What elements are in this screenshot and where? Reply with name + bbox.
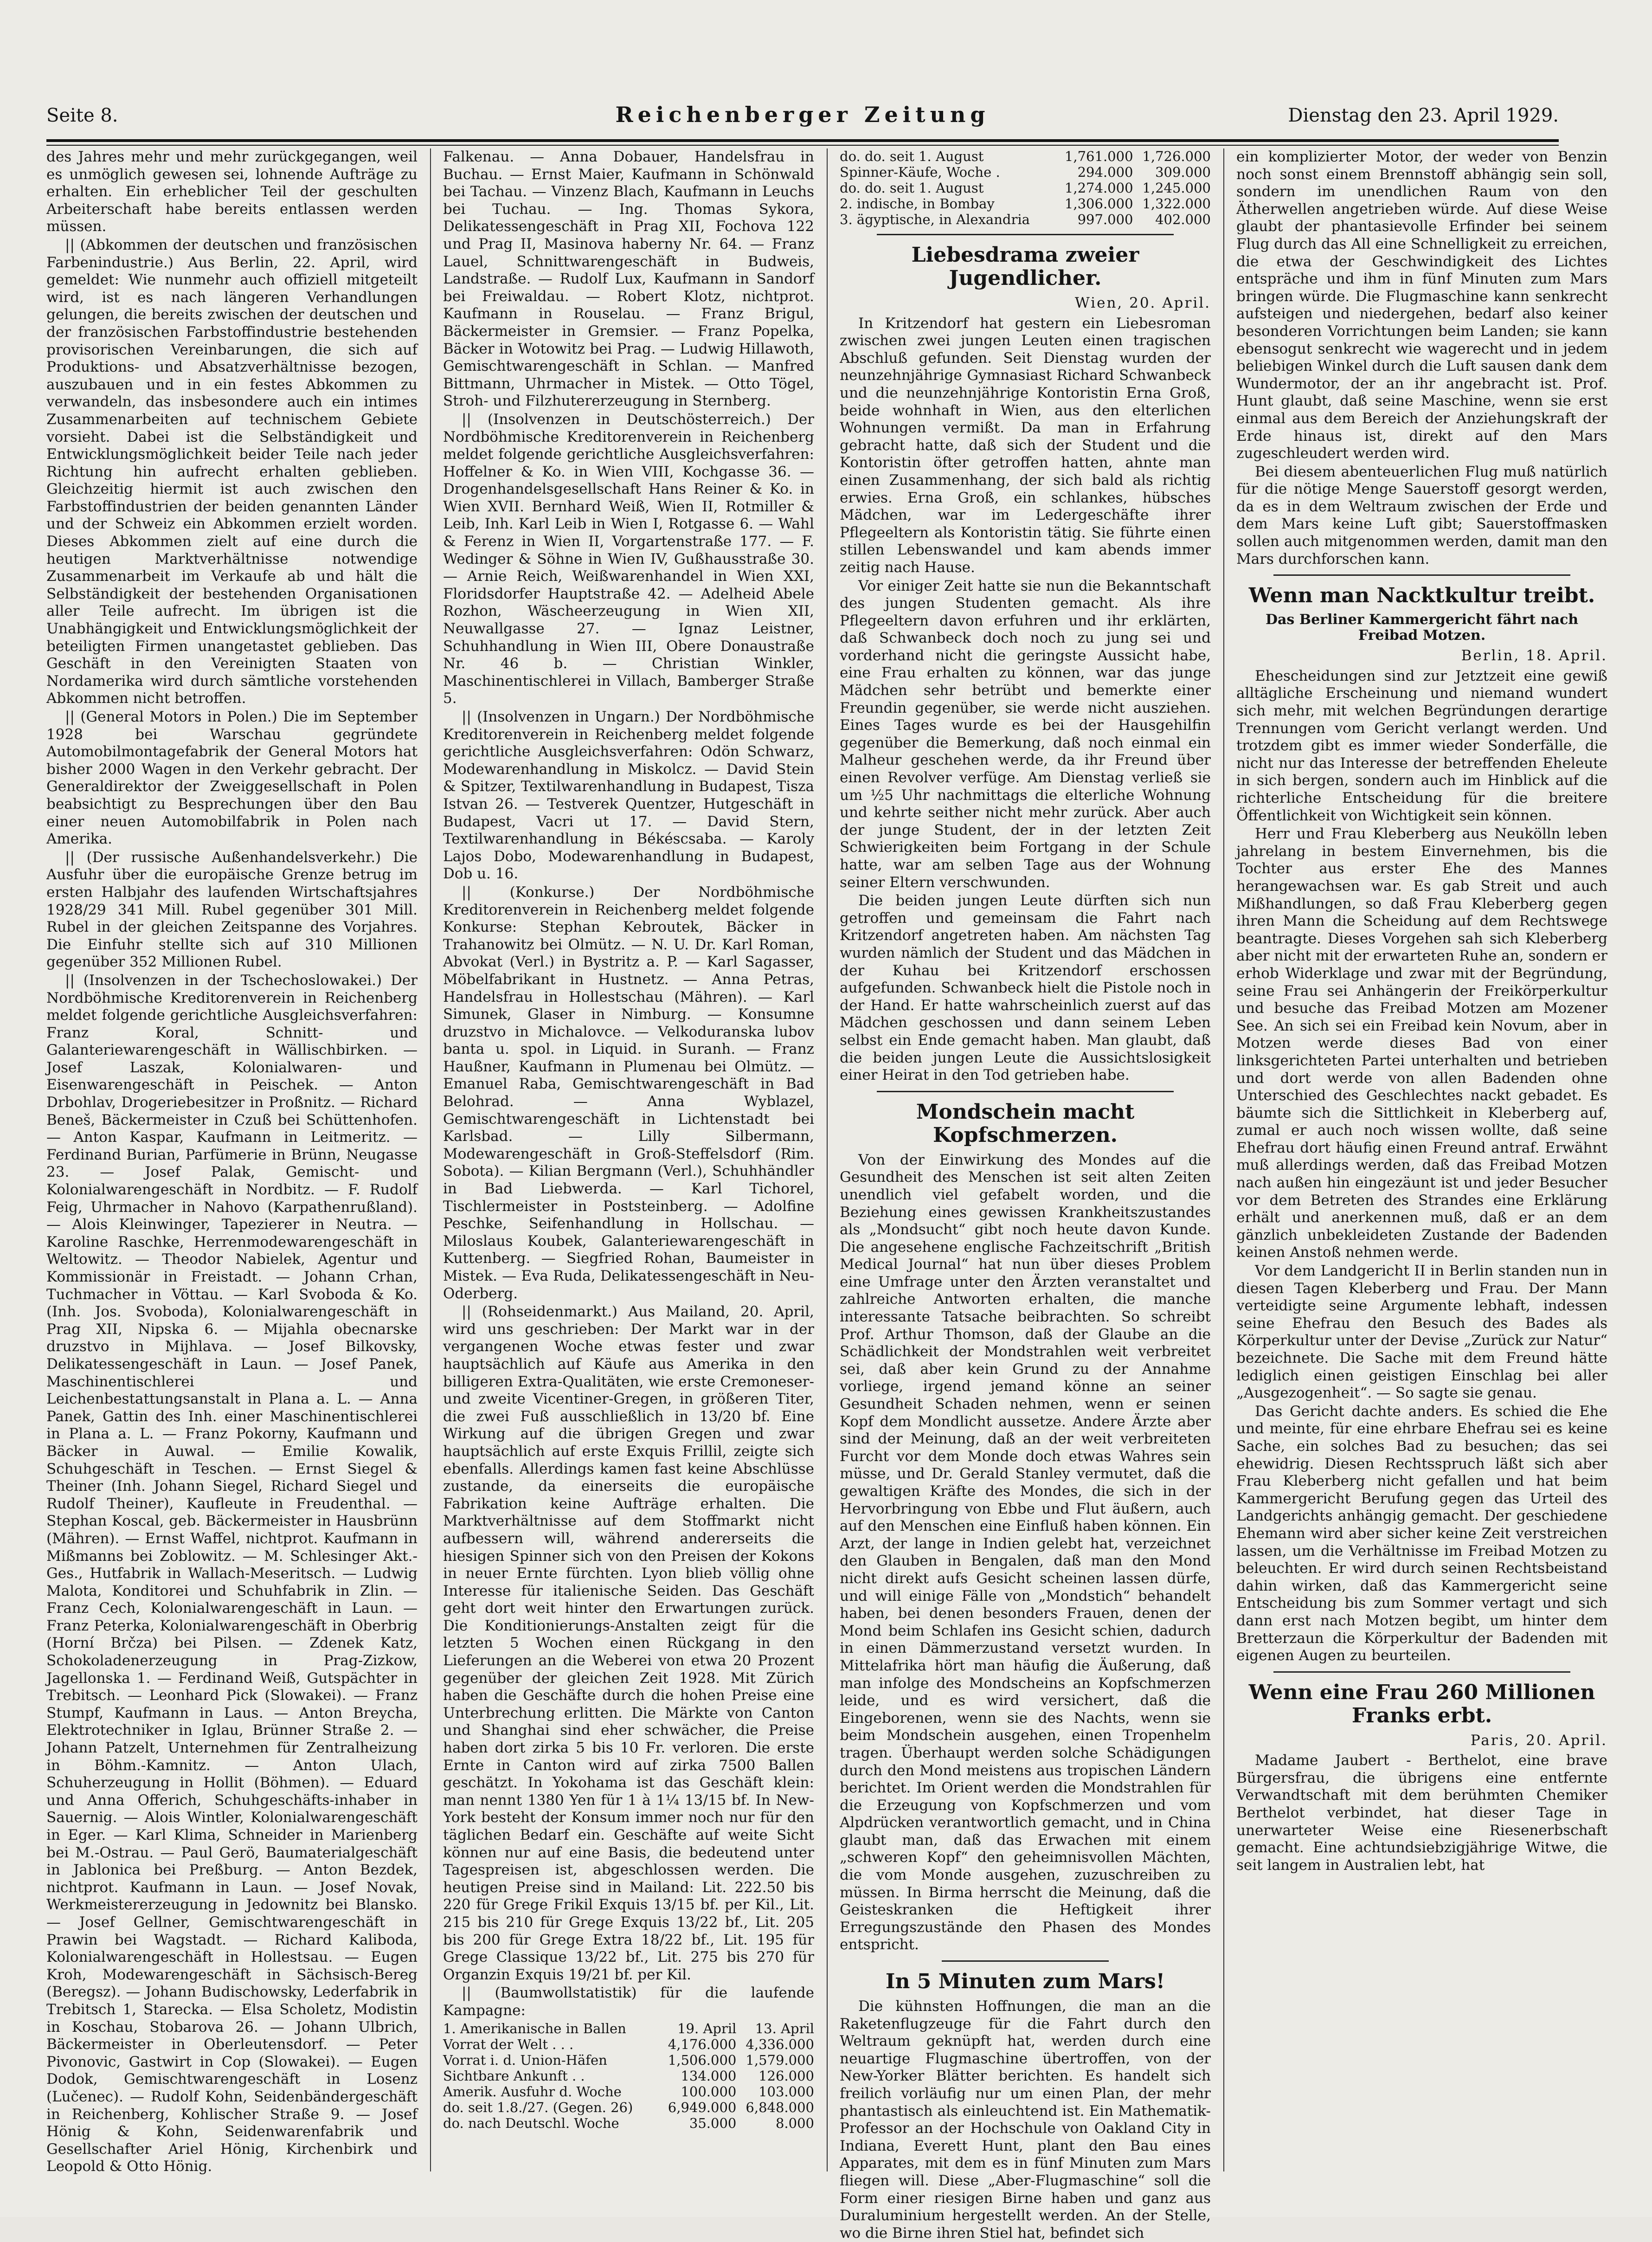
article-paragraph: Ehescheidungen sind zur Jetztzeit eine gewiß alltägliche Erscheinung und niemand wundert sich mehr, mit welchen Begründungen derartige Trennungen vom Gericht verlangt werden. Und trotzdem gibt es immer wieder Sonderfälle, die nicht nur das Interesse der betreffenden Eheleute in sich bergen, sondern auch im Hinblick auf die richterliche Entscheidung für die breitere Öffentlichkeit von Wichtigkeit sein können. <box>1236 667 1607 824</box>
table-cell: Vorrat i. d. Union-Häfen <box>443 2052 607 2068</box>
article-paragraph: || (Insolvenzen in Deutschösterreich.) Der Nordböhmische Kreditorenverein in Reichenberg meldet folgende gerichtliche Ausgleichsverfahren: Hoffelner & Ko. in Wien VIII, Kochgasse 36. — Drogenhandelsgesellschaft Hans Reiner & Ko. in Wien XVII. Bernhard Weiß, Wien II, Rotmiller & Leib, Inh. Karl Leib in Wien I, Rotgasse 6. — Wahl & Ferenz in Wien II, Vorgartenstraße 177. — F. Wedinger & Söhne in Wien IV, Gußhausstraße 30. — Arnie Reich, Weißwarenhandel in Wien XXI, Floridsdorfer Hauptstraße 42. — Adelheid Abele Rozhon, Wäscheerzeugung in Wien XII, Neuwallgasse 27. — Ignaz Leistner, Schuhhandlung in Wien III, Obere Donaustraße Nr. 46 b. — Christian Winkler, Maschinentischlerei in Villach, Bamberger Straße 5. <box>443 411 814 707</box>
table-cell: 1,579.000 <box>746 2052 814 2068</box>
table-cell: 134.000 <box>681 2068 737 2084</box>
table-cell: Vorrat der Welt . . . <box>443 2036 574 2052</box>
article-separator <box>1273 574 1570 576</box>
table-row <box>840 148 1211 164</box>
table-cell: 6,949.000 <box>668 2099 737 2115</box>
table-cell: 4,336.000 <box>746 2036 814 2052</box>
dateline: Wien, 20. April. <box>1074 295 1211 311</box>
table-header-cell: 13. April <box>755 2020 814 2036</box>
table-row <box>840 180 1211 196</box>
table-header-cell: 1. Amerikanische in Ballen <box>443 2020 626 2036</box>
headline: Mondschein macht Kopfschmerzen. <box>916 1100 1135 1147</box>
table-cell: 1,306.000 <box>1064 196 1133 212</box>
table-header-row <box>443 2021 814 2036</box>
article-paragraph: Die beiden jungen Leute dürften sich nun getroffen und gemeinsam die Fahrt nach Kritzendorf angetreten haben. Am nächsten Tag wurden nämlich der Student und das Mädchen in der Kuhau bei Kritzendorf erschossen aufgefunden. Schwanbeck hielt die Pistole noch in der Hand. Er hatte wahrscheinlich zuerst auf das Mädchen geschossen und dann seinem Leben selbst ein Ende gemacht haben. Man glaubt, daß die beiden jungen Leute die Aussichtslosigkeit einer Heirat in den Tod getrieben habe. <box>840 892 1211 1084</box>
page-number: Seite 8. <box>46 105 118 126</box>
table-cell: 6,848.000 <box>746 2099 814 2115</box>
dateline: Berlin, 18. April. <box>1461 647 1607 664</box>
table-row <box>443 2100 814 2115</box>
article-paragraph: Falkenau. — Anna Dobauer, Handelsfrau in Buchau. — Ernst Maier, Kaufmann in Schönwald bei Tachau. — Vinzenz Blach, Kaufmann in Leuchs bei Tuchau. — Ing. Thomas Sykora, Delikatessengeschäft in Prag XII, Fochova 122 und Prag II, Masinova haberny Nr. 64. — Franz Lauel, Schnittwarengeschäft in Budweis, Landstraße. — Rudolf Lux, Kaufmann in Sandorf bei Freiwaldau. — Robert Klotz, nichtprot. Kaufmann in Rouselau. — Franz Brigul, Bäckermeister in Gremsier. — Franz Popelka, Bäcker in Wotowitz bei Prag. — Ludwig Hillawoth, Gemischtwarengeschäft in Schlan. — Manfred Bittmann, Uhrmacher in Mistek. — Otto Tögel, Stroh- und Filzhutererzeugung in Sternberg. <box>443 148 814 410</box>
headline: Liebesdrama zweier Jugendlicher. <box>911 243 1139 290</box>
table-cell: 1,322.000 <box>1142 196 1211 212</box>
column-4 <box>1236 148 1607 2176</box>
cotton-statistics-table-continued <box>840 148 1211 227</box>
article-paragraph: In Kritzendorf hat gestern ein Liebesroman zwischen zwei jungen Leuten einen tragischen Abschluß gefunden. Seit Dienstag wurden der neunzehnjährige Gymnasiast Richard Schwanbeck und die neunzehnjährige Kontoristin Erna Groß, beide wohnhaft in Wien, aus den elterlichen Wohnungen vermißt. Da man in Erfahrung gebracht hatte, daß sich der Student und die Kontoristin öfter getroffen hatten, ahnte man einen Zusammenhang, der sich bald als richtig erwies. Erna Groß, ein schlankes, hübsches Mädchen, war im Ledergeschäfte ihrer Pflegeeltern als Kontoristin tätig. Sie führte einen stillen Lebenswandel und kam abends immer zeitig nach Hause. <box>840 315 1211 576</box>
article-paragraph: Herr und Frau Kleberberg aus Neukölln leben jahrelang in bestem Einvernehmen, bis die Tochter aus erster Ehe des Mannes herangewachsen war. Es gab Streit und auch Mißhandlungen, so daß Frau Kleberberg gegen ihren Mann die Scheidung auf dem Rechtswege beantragte. Dieses Vorgehen sah sich Kleberberg aber nicht mit der erwarteten Ruhe an, sondern er erhob Widerklage und zwar mit der Begründung, seine Frau sei Anhängerin der Freikörperkultur und besuche das Freibad Motzen am Mozener See. An sich sei ein Freibad kein Novum, aber in Motzen werde dieses Bad von einer linksgerichteten Partei unterhalten und betrieben und dort werde von allen Badenden ohne Unterschied des Geschlechtes nackt gebadet. Es bäumte sich die Sittlichkeit in Kleberberg auf, zumal er auch noch wissen wollte, daß seine Ehefrau dort häufig einen Freund antraf. Erwähnt muß allerdings werden, daß das Freibad Motzen nach außen hin eingezäunt ist und jeder Besucher vor dem Betreten des Strandes eine Erklärung erhält und anerkennen muß, daß er an dem gänzlich unbekleideten Zustande der Badenden keinen Anstoß nehmen werde. <box>1236 825 1607 1261</box>
table-cell: do. do. seit 1. August <box>840 180 984 196</box>
table-cell: 8.000 <box>775 2115 814 2131</box>
table-row <box>443 2084 814 2100</box>
table-cell: 294.000 <box>1077 164 1133 180</box>
table-cell: do. seit 1.8./27. (Gegen. 26) <box>443 2099 633 2115</box>
column-2 <box>443 148 814 2176</box>
article-separator <box>877 234 1174 235</box>
column-3 <box>840 148 1211 2242</box>
article-separator <box>877 1091 1174 1092</box>
table-row <box>443 2036 814 2052</box>
table-cell: 2. indische, in Bombay <box>840 196 995 212</box>
headline: In 5 Minuten zum Mars! <box>885 1970 1165 1994</box>
table-cell: 1,506.000 <box>668 2052 737 2068</box>
article-separator <box>1273 1671 1570 1673</box>
table-row <box>840 212 1211 227</box>
article-paragraph: || (Baumwollstatistik) für die laufende Kampagne: <box>443 1984 814 2019</box>
article-paragraph: Das Gericht dachte anders. Es schied die Ehe und meinte, für eine ehrbare Ehefrau sei es keine Sache, ein solches Bad zu besuchen; das sei ehewidrig. Diesen Rechtsspruch läßt sich aber Frau Kleberberg nicht gefallen und hat beim Kammergericht Berufung gegen das Urteil des Landgerichts anhängig gemacht. Der geschiedene Ehemann wird aber sicher keine Zeit verstreichen lassen, um die Verhältnisse im Freibad Motzen zu beleuchten. Er wird durch seinen Rechtsbeistand dahin wirken, daß das Kammergericht seine Entscheidung bis zum Sommer vertagt und sich dann erst nach Motzen begibt, um hinter dem Bretterzaun die Körperkultur der Badenden mit eigenen Augen zu beurteilen. <box>1236 1403 1607 1664</box>
table-cell: 126.000 <box>759 2068 814 2084</box>
table-cell: 997.000 <box>1077 212 1133 227</box>
table-cell: 309.000 <box>1155 164 1211 180</box>
table-cell: 4,176.000 <box>668 2036 737 2052</box>
article-paragraph: Von der Einwirkung des Mondes auf die Gesundheit des Menschen ist seit alten Zeiten unendlich viel gefabelt worden, und die Beziehung eines gewissen Krankheitszustandes als „Mondsucht“ gibt noch heute davon Kunde. Die angesehene englische Fachzeitschrift „British Medical Journal“ hat nun über dieses Problem eine Umfrage unter den Ärzten veranstaltet und zahlreiche Antworten erhalten, die manche interessante Tatsache beibrachten. So schreibt Prof. Arthur Thomson, daß der Glaube an die Schädlichkeit der Mondstrahlen weit verbreitet sei, daß aber kein Grund zu der Annahme vorliege, irgend jemand könne an seiner Gesundheit Schaden nehmen, wenn er seinen Kopf dem Mondlicht aussetze. Andere Ärzte aber sind der Meinung, daß an der weit verbreiteten Furcht vor dem Monde doch etwas Wahres sein müsse, und Dr. Gerald Stanley vermutet, daß die gewaltigen Kräfte des Mondes, die sich in der Hervorbringung von Ebbe und Flut äußern, auch auf den Menschen eine Einfluß haben können. Ein Arzt, der lange in Indien gelebt hat, verzeichnet den Glauben in Bengalen, daß man den Mond nicht direkt aufs Gesicht scheinen lassen dürfe, und will einige Fälle von „Mondstich“ behandelt haben, bei denen besonders Frauen, denen der Mond beim Schlafen ins Gesicht schien, dadurch in einen Dämmerzustand versetzt wurden. In Mittelafrika hört man häufig die Äußerung, daß man infolge des Mondscheins an Kopfschmerzen leide, und es wird versichert, daß die Eingeborenen, wenn sie des Nachts, wenn sie beim Mondschein ausgehen, einen Tropenhelm tragen. Überhaupt werden solche Schädigungen durch den Mond meistens aus tropischen Ländern berichtet. Im Orient werden die Mondstrahlen für die Erzeugung von Kopfschmerzen und vom Alpdrücken verantwortlich gemacht, und in China glaubt man, daß das Erwachen mit einem „schweren Kopf“ den geheimnisvollen Mächten, die vom Monde ausgehen, zuzuschreiben zu müssen. In Birma herrscht die Meinung, daß die Geisteskranken die Heftigkeit ihrer Erregungszustände den Phasen des Mondes entspricht. <box>840 1151 1211 1953</box>
article-paragraph: Die kühnsten Hoffnungen, die man an die Raketenflugzeuge für die Fahrt durch den Weltraum geknüpft hat, werden durch eine neuartige Flugmaschine übertroffen, von der New-Yorker Blätter berichten. Es handelt sich freilich vorläufig nur um einen Plan, der mehr phantastisch als einleuchtend ist. Ein Mathematik-Professor an der Hochschule von Oakland City in Indiana, Everett Hunt, plant den Bau eines Apparates, mit dem es in fünf Minuten zum Mars fliegen will. Diese „Aber-Flugmaschine“ soll die Form einer riesigen Birne haben und ganz aus Duraluminium hergestellt werden. An der Stelle, wo die Birne ihren Stiel hat, befindet sich <box>840 1998 1211 2242</box>
article-separator <box>942 1960 1109 1962</box>
masthead: Reichenberger Zeitung <box>615 102 990 127</box>
table-cell: Sichtbare Ankunft . . <box>443 2068 585 2084</box>
table-cell: 3. ägyptische, in Alexandria <box>840 212 1030 227</box>
article-paragraph: || (Insolvenzen in Ungarn.) Der Nordböhmische Kreditorenverein in Reichenberg meldet folgende gerichtliche Ausgleichsverfahren: Odön Schwarz, Modewarenhandlung in Miskolcz. — David Stein & Spitzer, Textilwarenhandlung in Budapest, Tisza Istvan 26. — Testverek Quentzer, Hutgeschäft in Budapest, Vacri ut 17. — David Stern, Textilwarenhandlung in Békéscsaba. — Karoly Lajos Dobo, Modewarenhandlung in Budapest, Dob u. 16. <box>443 709 814 883</box>
article-paragraph: Bei diesem abenteuerlichen Flug muß natürlich für die nötige Menge Sauerstoff gesorgt werden, da es in dem Weltraum zwischen der Erde und dem Mars keine Luft gibt; Sauerstoffmasken sollen auch mitgenommen werden, damit man den Mars durchforschen kann. <box>1236 463 1607 567</box>
issue-date: Dienstag den 23. April 1929. <box>1288 105 1559 126</box>
table-header-cell: 19. April <box>677 2020 737 2036</box>
article-paragraph: || (Rohseidenmarkt.) Aus Mailand, 20. April, wird uns geschrieben: Der Markt war in der vergangenen Woche etwas fester und zwar hauptsächlich auf Käufe aus Amerika in den billigeren Extra-Qualitäten, wie erste Cremoneser- und zweite Vicentiner-Gregen, in größeren Titer, die zwei Fuß ausschließlich in 13/20 bf. Eine Wirkung auf die übrigen Gregen und zwar hauptsächlich auf erste Exquis Frillil, zeigte sich ebenfalls. Allerdings kamen fast keine Abschlüsse zustande, da einerseits die europäische Fabrikation keine Aufträge erhalten. Die Marktverhältnisse auf dem Stoffmarkt nicht aufbessern will, während andererseits die hiesigen Spinner sich von den Preisen der Kokons in neuer Ernte fürchten. Lyon blieb völlig ohne Interesse für italienische Seiden. Das Geschäft geht dort weit hinter den Erwartungen zurück. Die Konditionierungs-Anstalten zeigt für die letzten 5 Wochen einen Rückgang in den Lieferungen an die Weberei von etwa 20 Prozent gegenüber der gleichen Zeit 1928. Mit Zürich haben die Geschäfte durch die hohen Preise eine Unterbrechung erlitten. Die Märkte von Canton und Shanghai sind eher schwächer, die Preise haben dort zirka 5 bis 10 Fr. verloren. Die erste Ernte in Canton wird auf zirka 7500 Ballen geschätzt. In Yokohama ist das Geschäft klein: man nennt 1380 Yen für 1 à 1¼ 13/15 bf. In New-York besteht der Konsum immer noch nur für den täglichen Bedarf ein. Geschäfte auf weite Sicht können nur auf eine Basis, die bedeutend unter Tagespreisen ist, abgeschlossen werden. Die heutigen Preise sind in Mailand: Lit. 222.50 bis 220 für Grege Frikil Exquis 13/15 bf. per Kil., Lit. 215 bis 210 für Grege Exquis 13/22 bf., Lit. 205 bis 200 für Grege Extra 18/22 bf., Lit. 195 für Grege Classique 13/22 bf., Lit. 275 bis 270 für Organzin Exquis 19/21 bf. per Kil. <box>443 1303 814 1983</box>
header-rule <box>46 139 1559 146</box>
column-divider <box>827 148 828 2171</box>
article-paragraph: Madame Jaubert - Berthelot, eine brave Bürgersfrau, die übrigens eine entfernte Verwandtschaft mit dem berühmten Chemiker Berthelot verbindet, hat dieser Tage in unerwarteter Weise eine Riesenerbschaft gemacht. Eine achtundsiebzigjährige Witwe, die seit langem in Australien lebt, hat <box>1236 1752 1607 1874</box>
article-paragraph: des Jahres mehr und mehr zurückgegangen, weil es unmöglich gewesen sei, lohnende Aufträge zu erhalten. Ein erheblicher Teil der geschulten Arbeiterschaft habe bereits entlassen werden müssen. <box>46 148 418 235</box>
table-row <box>840 196 1211 212</box>
table-cell: 402.000 <box>1155 212 1211 227</box>
table-row <box>443 2115 814 2131</box>
article-paragraph: || (Der russische Außenhandelsverkehr.) Die Ausfuhr über die europäische Grenze betrug im ersten Halbjahr des laufenden Wirtschaftsjahres 1928/29 341 Mill. Rubel gegenüber 301 Mill. Rubel in der gleichen Zeitspanne des Vorjahres. Die Einfuhr stellte sich auf 310 Millionen gegenüber 352 Millionen Rubel. <box>46 849 418 971</box>
table-cell: do. nach Deutschl. Woche <box>443 2115 619 2131</box>
table-cell: Amerik. Ausfuhr d. Woche <box>443 2083 622 2100</box>
table-row <box>840 164 1211 180</box>
table-cell: Spinner-Käufe, Woche . <box>840 164 1000 180</box>
table-cell: 100.000 <box>681 2083 737 2100</box>
table-cell: 1,245.000 <box>1142 180 1211 196</box>
table-cell: 1,274.000 <box>1064 180 1133 196</box>
article-paragraph: || (General Motors in Polen.) Die im September 1928 bei Warschau gegründete Automobilmontagefabrik der General Motors hat bisher 2000 Wagen in den Verkehr gebracht. Der Generaldirektor der Zweiggesellschaft in Polen beabsichtigt zu Besprechungen über den Bau einer neuen Automobilfabrik in Polen nach Amerika. <box>46 709 418 848</box>
headline: Wenn man Nacktkultur treibt. <box>1248 584 1595 608</box>
table-row <box>443 2068 814 2084</box>
article-paragraph: || (Konkurse.) Der Nordböhmische Kreditorenverein in Reichenberg meldet folgende Konkurse: Stephan Kebroutek, Bäcker in Trahanowitz bei Olmütz. — N. U. Dr. Karl Roman, Abvokat (Verl.) in Bystritz a. P. — Karl Sagasser, Möbelfabrikant in Hustnetz. — Anna Petras, Handelsfrau in Hollestschau (Mähren). — Karl Simunek, Glaser in Nimburg. — Konsumne druzstvo in Michalovce. — Velkoduranska lubov banta u. spol. in Liquid. in Suranh. — Franz Haußner, Kaufmann in Plumenau bei Olmütz. — Emanuel Raba, Gemischtwarengeschäft in Bad Belohrad. — Anna Wyblazel, Gemischtwarengeschäft in Lichtenstadt bei Karlsbad. — Lilly Silbermann, Modewarengeschäft in Groß-Steffelsdorf (Rim. Sobota). — Kilian Bergmann (Verl.), Schuhhändler in Bad Liebwerda. — Karl Tichorel, Tischlermeister in Poststeinberg. — Adolfine Peschke, Seifenhandlung in Hollschau. — Miloslaus Koubek, Galanteriewarengeschäft in Kuttenberg. — Siegfried Rohan, Baumeister in Mistek. — Eva Ruda, Delikatessengeschäft in Neu-Oderberg. <box>443 883 814 1302</box>
column-divider <box>1223 148 1224 2171</box>
table-cell: 1,761.000 <box>1064 148 1133 164</box>
column-divider <box>430 148 431 2171</box>
table-cell: 35.000 <box>689 2115 737 2131</box>
article-paragraph: Vor dem Landgericht II in Berlin standen nun in diesen Tagen Kleberberg und Frau. Der Mann verteidigte seine Argumente lebhaft, indessen seine Ehefrau den Besuch des Bades als Körperkultur unter der Devise „Zurück zur Natur“ bezeichnete. Die Sache mit dem Freund hätte lediglich einen geistigen Einschlag bei aller „Ausgezogenheit“. — So sagte sie genau. <box>1236 1263 1607 1402</box>
table-cell: 103.000 <box>759 2083 814 2100</box>
dateline: Paris, 20. April. <box>1470 1732 1607 1749</box>
article-paragraph: || (Abkommen der deutschen und französischen Farbenindustrie.) Aus Berlin, 22. April, wird gemeldet: Wie nunmehr auch offiziell mitgeteilt wird, ist es nach längeren Verhandlungen gelungen, die bereits zwischen der deutschen und der französischen Farbstoffindustrie bestehenden provisorischen Vereinbarungen, die sich auf Produktions- und Absatzverhältnisse bezogen, auszubauen und in ein festes Abkommen zu verwandeln, das insbesondere auch ein intimes Zusammenarbeiten auf technischem Gebiete vorsieht. Dabei ist die Selbständigkeit und Entwicklungsmöglichkeit beider Teile nach jeder Richtung hin aufrecht erhalten geblieben. Gleichzeitig hiermit ist auch zwischen den Farbstoffindustrien der beiden genannten Länder und der Schweiz ein Abkommen erzielt worden. Dieses Abkommen zielt auf eine durch die heutigen Marktverhältnisse notwendige Zusammenarbeit im Verkaufe ab und hält die Selbständigkeit der bestehenden Organisationen aller Teile aufrecht. Im übrigen ist die Unabhängigkeit und Entwicklungsmöglichkeit der beteiligten Firmen unangetastet geblieben. Das Geschäft in den Vereinigten Staaten von Nordamerika wird durch sämtliche vorstehenden Abkommen nicht betroffen. <box>46 236 418 707</box>
page-header <box>46 102 1559 139</box>
article-paragraph: ein komplizierter Motor, der weder von Benzin noch sonst einem Brennstoff abhängig sein soll, sondern im unendlichen Raum von den Ätherwellen angetrieben würde. Auf diese Weise glaubt der phantasievolle Erfinder bei seinem Flug durch das All eine Schnelligkeit zu erreichen, die etwa der Geschwindigkeit des Lichtes entspräche und ihm in fünf Minuten zum Mars bringen würde. Die Flugmaschine kann senkrecht aufsteigen und niedergehen, bedarf also keiner besonderen Vorrichtungen beim Landen; sie kann ebensogut senkrecht wie wagerecht und in jedem beliebigen Winkel durch die Luft sausen dank dem Wundermotor, der an ihr angebracht ist. Prof. Hunt glaubt, daß seine Maschine, wenn sie erst einmal aus dem Bereich der Anziehungskraft der Erde hinaus ist, direkt auf den Mars zugeschleudert werden wird. <box>1236 148 1607 462</box>
table-cell: do. do. seit 1. August <box>840 148 984 164</box>
article-paragraph: || (Insolvenzen in der Tschechoslowakei.) Der Nordböhmische Kreditorenverein in Reichenberg meldet folgende gerichtliche Ausgleichsverfahren: Franz Koral, Schnitt- und Galanteriewarengeschäft in Wällischbirken. — Josef Laszak, Kolonialwaren- und Eisenwarengeschäft in Peischek. — Anton Drbohlav, Drogeriebesitzer in Proßnitz. — Richard Beneš, Bäckermeister in Czuß bei Schüttenhofen. — Anton Kaspar, Kaufmann in Leitmeritz. — Ferdinand Burian, Parfümerie in Brünn, Neugasse 23. — Josef Palak, Gemischt- und Kolonialwarengeschäft in Nordbitz. — F. Rudolf Feig, Uhrmacher in Nahovo (Karpathenrußland). — Alois Kleinwinger, Tapezierer in Neutra. — Karoline Raschke, Herrenmodewarengeschäft in Weltowitz. — Theodor Nabielek, Agentur und Kommissionär in Freistadt. — Johann Crhan, Tuchmacher in Vöttau. — Karl Svoboda & Ko. (Inh. Jos. Svoboda), Kolonialwarengeschäft in Prag XII, Nipska 6. — Mijahla obecnarske druzstvo in Mijhlava. — Josef Bilkovsky, Delikatessengeschäft in Laun. — Josef Panek, Maschinentischlerei und Leichenbestattungsanstalt in Plana a. L. — Anna Panek, Gattin des Inh. einer Maschinentischlerei in Plana a. L. — Franz Pokorny, Kaufmann und Bäcker in Auwal. — Emilie Kowalik, Schuhgeschäft in Teschen. — Ernst Siegel & Theiner (Inh. Johann Siegel, Richard Siegel und Rudolf Theiner), Kaufleute in Freudenthal. — Stephan Koscal, geb. Bäckermeister in Hausbrünn (Mähren). — Ernst Waffel, nichtprot. Kaufmann in Mißmanns bei Zoblowitz. — M. Schlesinger Akt.-Ges., Hutfabrik in Wallach-Meseritsch. — Ludwig Malota, Konditorei und Schuhfabrik in Zlin. — Franz Cech, Kolonialwarengeschäft in Laun. — Franz Peterka, Kolonialwarengeschäft in Oberbrig (Horní Brčza) bei Pilsen. — Zdenek Katz, Schokoladenerzeugung in Prag-Zizkow, Jagellonska 1. — Ferdinand Weiß, Gutspächter in Trebitsch. — Leonhard Pick (Slowakei). — Franz Stumpf, Kaufmann in Laus. — Anton Breycha, Elektrotechniker in Iglau, Brünner Straße 2. — Johann Patzelt, Unternehmen für Zentralheizung in Böhm.-Kamnitz. — Anton Ulach, Schuherzeugung in Hollit (Böhmen). — Eduard und Anna Offerich, Schuhgeschäfts-inhaber in Sauernig. — Alois Wintler, Kolonialwarengeschäft in Eger. — Karl Klima, Schneider in Marienberg bei M.-Ostrau. — Paul Gerö, Baumaterialgeschäft in Jablonica bei Preßburg. — Anton Bezdek, nichtprot. Kaufmann in Laun. — Josef Novak, Werkmeistererzeugung in Jedownitz bei Blansko. — Josef Gellner, Gemischtwarengeschäft in Prawin bei Wagstadt. — Richard Kaliboda, Kolonialwarengeschäft in Hollestsau. — Eugen Kroh, Modewarengeschäft in Sächsisch-Bereg (Beregsz). — Johann Budischowsky, Lederfabrik in Trebitsch 1, Starecka. — Elsa Scholetz, Modistin in Koschau, Stobarova 26. — Johann Ulbrich, Bäckermeister in Oberleutensdorf. — Peter Pivonovic, Gastwirt in Cop (Slowakei). — Eugen Dodok, Gemischtwarengeschäft in Losenz (Lučenec). — Rudolf Kohn, Seidenbändergeschäft in Reichenberg, Kohlischer Straße 9. — Josef Hönig & Kohn, Seidenwarenfabrik und Gesellschafter Ariel Hönig, Kirchenbirk und Leopold & Otto Hönig. <box>46 972 418 2175</box>
table-cell: 1,726.000 <box>1142 148 1211 164</box>
headline: Wenn eine Frau 260 Millionen Franks erbt. <box>1248 1680 1595 1727</box>
column-1 <box>46 148 418 2176</box>
cotton-statistics-table <box>443 2021 814 2131</box>
subheadline: Das Berliner Kammergericht fährt nach Freibad Motzen. <box>1265 612 1579 644</box>
article-paragraph: Vor einiger Zeit hatte sie nun die Bekanntschaft des jungen Studenten gemacht. Als ihre Pflegeeltern davon erfuhren und ihr erklärten, daß Schwanbeck doch noch zu jung sei und vorderhand nicht die geringste Aussicht habe, eine Frau erhalten zu können, war das junge Mädchen sehr betrübt und bemerkte einer Freundin gegenüber, sie werde nicht ausziehen. Eines Tages wurde es bei der Hausgehilfin gegenüber die Bemerkung, daß noch einmal ein Malheur geschehen werde, da ihr Freund über einen Revolver verfüge. Am Dienstag verließ sie um ½5 Uhr nachmittags die elterliche Wohnung und kehrte seither nicht mehr zurück. Aber auch der junge Student, der in der letzten Zeit Schwierigkeiten beim Fortgang in der Schule hatte, war am selben Tage aus der Wohnung seiner Eltern verschwunden. <box>840 577 1211 891</box>
table-row <box>443 2052 814 2068</box>
